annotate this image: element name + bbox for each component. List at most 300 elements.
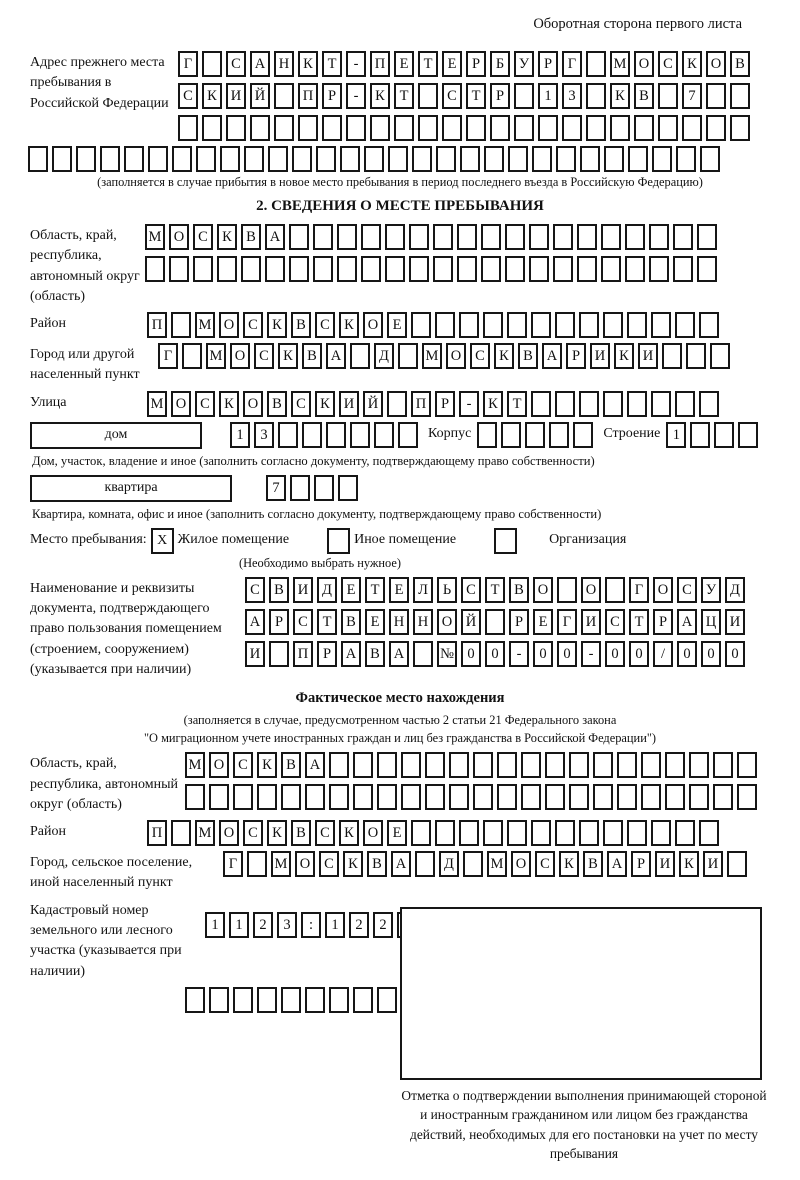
char-box: О bbox=[533, 577, 553, 603]
char-box bbox=[385, 224, 405, 250]
char-box: 0 bbox=[629, 641, 649, 667]
char-box bbox=[377, 752, 397, 778]
actual-city-label: Город, сельское поселение, иной населенный пункт bbox=[30, 855, 193, 891]
char-box: Р bbox=[653, 609, 673, 635]
char-box: А bbox=[391, 851, 411, 877]
char-box bbox=[278, 422, 298, 448]
char-box bbox=[353, 752, 373, 778]
char-box bbox=[314, 475, 334, 501]
char-box: 0 bbox=[485, 641, 505, 667]
char-box bbox=[497, 752, 517, 778]
char-box bbox=[409, 256, 429, 282]
char-box: И bbox=[638, 343, 658, 369]
char-box: К bbox=[370, 83, 390, 109]
char-box: Е bbox=[394, 51, 414, 77]
char-box bbox=[418, 115, 438, 141]
char-box bbox=[532, 146, 552, 172]
char-box bbox=[579, 820, 599, 846]
char-box bbox=[699, 312, 719, 338]
char-box bbox=[485, 609, 505, 635]
actual-city-row bbox=[223, 851, 747, 877]
actual-caption-2: "О миграционном учете иностранных граждан и лиц без гражданства в Российской Федерации") bbox=[143, 731, 657, 746]
char-box bbox=[171, 312, 191, 338]
char-box: 0 bbox=[605, 641, 625, 667]
char-box bbox=[449, 752, 469, 778]
char-box bbox=[76, 146, 96, 172]
char-box bbox=[697, 224, 717, 250]
char-box bbox=[329, 752, 349, 778]
char-box: В bbox=[291, 820, 311, 846]
char-box: К bbox=[679, 851, 699, 877]
char-box: В bbox=[269, 577, 289, 603]
char-box bbox=[545, 752, 565, 778]
char-box bbox=[394, 115, 414, 141]
char-box bbox=[651, 820, 671, 846]
doc-row-2 bbox=[245, 609, 745, 635]
char-box bbox=[505, 224, 525, 250]
char-box bbox=[490, 115, 510, 141]
char-box bbox=[710, 343, 730, 369]
char-box bbox=[305, 784, 325, 810]
char-box: К bbox=[483, 391, 503, 417]
char-box: Г bbox=[178, 51, 198, 77]
char-box bbox=[217, 256, 237, 282]
char-box: 3 bbox=[562, 83, 582, 109]
char-box bbox=[313, 224, 333, 250]
char-box: С bbox=[195, 391, 215, 417]
char-box bbox=[601, 256, 621, 282]
char-box bbox=[505, 256, 525, 282]
char-box bbox=[673, 256, 693, 282]
stay-type-option-organization: Организация bbox=[549, 531, 627, 547]
char-box bbox=[617, 784, 637, 810]
char-box bbox=[388, 146, 408, 172]
char-box: В bbox=[509, 577, 529, 603]
char-box bbox=[265, 256, 285, 282]
char-box bbox=[586, 115, 606, 141]
char-box: 0 bbox=[557, 641, 577, 667]
char-box: Е bbox=[387, 312, 407, 338]
char-box bbox=[289, 224, 309, 250]
char-box bbox=[675, 391, 695, 417]
char-box: В bbox=[291, 312, 311, 338]
char-box: Р bbox=[490, 83, 510, 109]
char-box: И bbox=[339, 391, 359, 417]
stay-region-label: Область, край, республика, автономный округ (область) bbox=[30, 228, 140, 304]
char-box bbox=[508, 146, 528, 172]
char-box bbox=[577, 224, 597, 250]
char-box: К bbox=[682, 51, 702, 77]
stroenie-label: Строение bbox=[603, 425, 661, 441]
char-box: Г bbox=[629, 577, 649, 603]
char-box bbox=[226, 115, 246, 141]
char-box: Р bbox=[435, 391, 455, 417]
char-box: 7 bbox=[266, 475, 286, 501]
char-box: 3 bbox=[254, 422, 274, 448]
char-box: В bbox=[281, 752, 301, 778]
char-box bbox=[425, 752, 445, 778]
house-number-cells bbox=[230, 422, 418, 448]
char-box bbox=[148, 146, 168, 172]
char-box bbox=[202, 51, 222, 77]
char-box bbox=[557, 577, 577, 603]
char-box bbox=[202, 115, 222, 141]
prev-address-label: Адрес прежнего места пребывания в Российской Федерации bbox=[30, 55, 169, 111]
char-box bbox=[662, 343, 682, 369]
char-box bbox=[641, 752, 661, 778]
char-box: Д bbox=[374, 343, 394, 369]
stay-region-block bbox=[30, 224, 770, 307]
stamp-caption: Отметка о подтверждении выполнения принимающей стороной и иностранным гражданином или лицом без гражданства действий, необходимых для его постановки на учет по месту пребывания bbox=[401, 1088, 767, 1162]
char-box bbox=[601, 224, 621, 250]
char-box: П bbox=[370, 51, 390, 77]
stay-district-row bbox=[147, 312, 719, 338]
stay-type-block bbox=[30, 528, 770, 554]
char-box bbox=[641, 784, 661, 810]
char-box: Т bbox=[629, 609, 649, 635]
stay-region-row-2 bbox=[145, 256, 717, 282]
char-box: № bbox=[437, 641, 457, 667]
char-box bbox=[411, 820, 431, 846]
char-box bbox=[435, 312, 455, 338]
char-box bbox=[514, 83, 534, 109]
char-box bbox=[529, 256, 549, 282]
char-box: 0 bbox=[461, 641, 481, 667]
char-box bbox=[370, 115, 390, 141]
char-box: М bbox=[185, 752, 205, 778]
char-box: О bbox=[171, 391, 191, 417]
char-box: Г bbox=[158, 343, 178, 369]
char-box bbox=[553, 256, 573, 282]
char-box bbox=[714, 422, 734, 448]
char-box bbox=[361, 224, 381, 250]
prev-address-row-2 bbox=[178, 83, 750, 109]
char-box: О bbox=[437, 609, 457, 635]
char-box bbox=[673, 224, 693, 250]
char-box: Р bbox=[631, 851, 651, 877]
char-box: Н bbox=[389, 609, 409, 635]
char-box bbox=[247, 851, 267, 877]
char-box: Р bbox=[566, 343, 586, 369]
char-box: Р bbox=[466, 51, 486, 77]
char-box: П bbox=[293, 641, 313, 667]
char-box bbox=[555, 820, 575, 846]
char-box: 7 bbox=[682, 83, 702, 109]
char-box: М bbox=[206, 343, 226, 369]
char-box bbox=[686, 343, 706, 369]
char-box: У bbox=[514, 51, 534, 77]
char-box: К bbox=[267, 312, 287, 338]
char-box: Е bbox=[365, 609, 385, 635]
char-box bbox=[625, 256, 645, 282]
char-box bbox=[483, 820, 503, 846]
char-box bbox=[337, 224, 357, 250]
char-box: О bbox=[511, 851, 531, 877]
char-box bbox=[398, 422, 418, 448]
char-box: М bbox=[147, 391, 167, 417]
char-box: В bbox=[365, 641, 385, 667]
char-box bbox=[538, 115, 558, 141]
char-box bbox=[481, 224, 501, 250]
char-box bbox=[525, 422, 545, 448]
char-box: 1 bbox=[325, 912, 345, 938]
char-box: Н bbox=[413, 609, 433, 635]
char-box: Т bbox=[418, 51, 438, 77]
char-box: О bbox=[446, 343, 466, 369]
char-box bbox=[457, 256, 477, 282]
char-box bbox=[481, 256, 501, 282]
char-box: О bbox=[169, 224, 189, 250]
char-box bbox=[361, 256, 381, 282]
char-box bbox=[387, 391, 407, 417]
char-box bbox=[665, 784, 685, 810]
actual-location-heading: Фактическое место нахождения bbox=[295, 690, 505, 707]
char-box: Т bbox=[466, 83, 486, 109]
char-box: С bbox=[605, 609, 625, 635]
char-box bbox=[555, 391, 575, 417]
char-box: Т bbox=[322, 51, 342, 77]
char-box: А bbox=[677, 609, 697, 635]
char-box bbox=[415, 851, 435, 877]
stay-street-row bbox=[147, 391, 719, 417]
char-box: 1 bbox=[538, 83, 558, 109]
char-box bbox=[507, 312, 527, 338]
char-box: С bbox=[293, 609, 313, 635]
char-box bbox=[617, 752, 637, 778]
char-box: Р bbox=[509, 609, 529, 635]
char-box bbox=[652, 146, 672, 172]
char-box bbox=[329, 784, 349, 810]
char-box: С bbox=[658, 51, 678, 77]
char-box bbox=[377, 784, 397, 810]
char-box bbox=[442, 115, 462, 141]
apartment-cells bbox=[266, 475, 358, 501]
char-box bbox=[580, 146, 600, 172]
char-box: А bbox=[265, 224, 285, 250]
char-box bbox=[353, 784, 373, 810]
char-box: М bbox=[422, 343, 442, 369]
char-box bbox=[689, 784, 709, 810]
char-box bbox=[593, 752, 613, 778]
char-box: С bbox=[233, 752, 253, 778]
char-box bbox=[209, 784, 229, 810]
char-box: - bbox=[346, 83, 366, 109]
char-box bbox=[521, 752, 541, 778]
char-box: С bbox=[442, 83, 462, 109]
char-box: О bbox=[653, 577, 673, 603]
char-box bbox=[305, 987, 325, 1013]
char-box: С bbox=[193, 224, 213, 250]
char-box bbox=[298, 115, 318, 141]
char-box: О bbox=[634, 51, 654, 77]
char-box: Ц bbox=[701, 609, 721, 635]
char-box: Й bbox=[363, 391, 383, 417]
char-box: П bbox=[147, 312, 167, 338]
actual-region-label: Область, край, республика, автономный округ (область) bbox=[30, 756, 179, 812]
char-box bbox=[586, 83, 606, 109]
char-box bbox=[413, 641, 433, 667]
char-box bbox=[658, 115, 678, 141]
char-box bbox=[171, 820, 191, 846]
char-box: С bbox=[243, 820, 263, 846]
char-box bbox=[484, 146, 504, 172]
char-box: К bbox=[610, 83, 630, 109]
char-box bbox=[573, 422, 593, 448]
char-box bbox=[290, 475, 310, 501]
char-box bbox=[401, 752, 421, 778]
char-box bbox=[649, 256, 669, 282]
char-box bbox=[651, 391, 671, 417]
char-box: 1 bbox=[666, 422, 686, 448]
char-box: Д bbox=[725, 577, 745, 603]
char-box: Е bbox=[341, 577, 361, 603]
char-box bbox=[463, 851, 483, 877]
stamp-area bbox=[400, 907, 765, 1164]
char-box bbox=[409, 224, 429, 250]
char-box: К bbox=[202, 83, 222, 109]
char-box: О bbox=[209, 752, 229, 778]
char-box bbox=[529, 224, 549, 250]
char-box bbox=[350, 343, 370, 369]
char-box: Т bbox=[394, 83, 414, 109]
house-caption: Дом, участок, владение и иное (заполнить согласно документу, подтверждающему право собственности) bbox=[32, 453, 595, 468]
char-box: В bbox=[241, 224, 261, 250]
char-box bbox=[676, 146, 696, 172]
char-box bbox=[241, 256, 261, 282]
char-box: М bbox=[195, 312, 215, 338]
char-box: А bbox=[250, 51, 270, 77]
char-box bbox=[697, 256, 717, 282]
char-box bbox=[250, 115, 270, 141]
char-box: С bbox=[243, 312, 263, 338]
char-box bbox=[289, 256, 309, 282]
char-box: К bbox=[217, 224, 237, 250]
char-box: Д bbox=[317, 577, 337, 603]
char-box bbox=[185, 987, 205, 1013]
char-box: К bbox=[339, 312, 359, 338]
char-box bbox=[603, 312, 623, 338]
char-box: Н bbox=[274, 51, 294, 77]
char-box: В bbox=[267, 391, 287, 417]
char-box bbox=[713, 752, 733, 778]
char-box: М bbox=[487, 851, 507, 877]
char-box: В bbox=[634, 83, 654, 109]
char-box: К bbox=[559, 851, 579, 877]
char-box: А bbox=[305, 752, 325, 778]
char-box bbox=[436, 146, 456, 172]
char-box bbox=[658, 83, 678, 109]
char-box bbox=[346, 115, 366, 141]
char-box: - bbox=[581, 641, 601, 667]
char-box bbox=[398, 343, 418, 369]
char-box bbox=[549, 422, 569, 448]
char-box bbox=[603, 820, 623, 846]
korpus-label: Корпус bbox=[428, 425, 472, 441]
char-box: М bbox=[271, 851, 291, 877]
char-box bbox=[706, 83, 726, 109]
char-box: - bbox=[459, 391, 479, 417]
char-box: Е bbox=[389, 577, 409, 603]
char-box bbox=[385, 256, 405, 282]
char-box: И bbox=[226, 83, 246, 109]
char-box bbox=[521, 784, 541, 810]
char-box: С bbox=[226, 51, 246, 77]
char-box: О bbox=[706, 51, 726, 77]
char-box: М bbox=[610, 51, 630, 77]
char-box: И bbox=[293, 577, 313, 603]
char-box: И bbox=[703, 851, 723, 877]
char-box: С bbox=[535, 851, 555, 877]
back-side-note: Оборотная сторона первого листа bbox=[533, 16, 742, 32]
char-box bbox=[281, 784, 301, 810]
char-box bbox=[28, 146, 48, 172]
char-box bbox=[457, 224, 477, 250]
char-box bbox=[569, 784, 589, 810]
section2-heading: 2. СВЕДЕНИЯ О МЕСТЕ ПРЕБЫВАНИЯ bbox=[256, 198, 544, 214]
char-box bbox=[52, 146, 72, 172]
char-box: А bbox=[542, 343, 562, 369]
char-box bbox=[700, 146, 720, 172]
char-box bbox=[605, 577, 625, 603]
char-box bbox=[338, 475, 358, 501]
char-box: К bbox=[298, 51, 318, 77]
char-box bbox=[627, 391, 647, 417]
char-box: Т bbox=[507, 391, 527, 417]
char-box: К bbox=[343, 851, 363, 877]
char-box: С bbox=[291, 391, 311, 417]
char-box bbox=[579, 391, 599, 417]
char-box bbox=[665, 752, 685, 778]
char-box: К bbox=[614, 343, 634, 369]
char-box bbox=[433, 224, 453, 250]
char-box bbox=[545, 784, 565, 810]
char-box bbox=[603, 391, 623, 417]
apartment-caption: Квартира, комната, офис и иное (заполнить согласно документу, подтверждающему право собственности) bbox=[32, 506, 602, 521]
char-box: П bbox=[298, 83, 318, 109]
char-box bbox=[244, 146, 264, 172]
char-box bbox=[274, 83, 294, 109]
char-box: О bbox=[295, 851, 315, 877]
char-box bbox=[577, 256, 597, 282]
stay-district-block bbox=[30, 312, 770, 338]
stay-type-label: Место пребывания: bbox=[30, 531, 147, 547]
char-box: О bbox=[243, 391, 263, 417]
char-box: А bbox=[389, 641, 409, 667]
char-box: В bbox=[341, 609, 361, 635]
char-box bbox=[145, 256, 165, 282]
char-box bbox=[625, 224, 645, 250]
char-box: Р bbox=[317, 641, 337, 667]
char-box: С bbox=[178, 83, 198, 109]
char-box: Р bbox=[269, 609, 289, 635]
char-box bbox=[124, 146, 144, 172]
char-box bbox=[374, 422, 394, 448]
char-box: 2 bbox=[349, 912, 369, 938]
char-box bbox=[706, 115, 726, 141]
char-box bbox=[269, 641, 289, 667]
char-box: 0 bbox=[701, 641, 721, 667]
char-box bbox=[326, 422, 346, 448]
char-box: С bbox=[245, 577, 265, 603]
stay-region-row-1 bbox=[145, 224, 717, 250]
char-box: Ь bbox=[437, 577, 457, 603]
char-box bbox=[730, 83, 750, 109]
char-box bbox=[682, 115, 702, 141]
char-box bbox=[553, 224, 573, 250]
stroenie-cells bbox=[666, 422, 758, 448]
prev-address-row-4 bbox=[28, 146, 770, 172]
char-box bbox=[562, 115, 582, 141]
